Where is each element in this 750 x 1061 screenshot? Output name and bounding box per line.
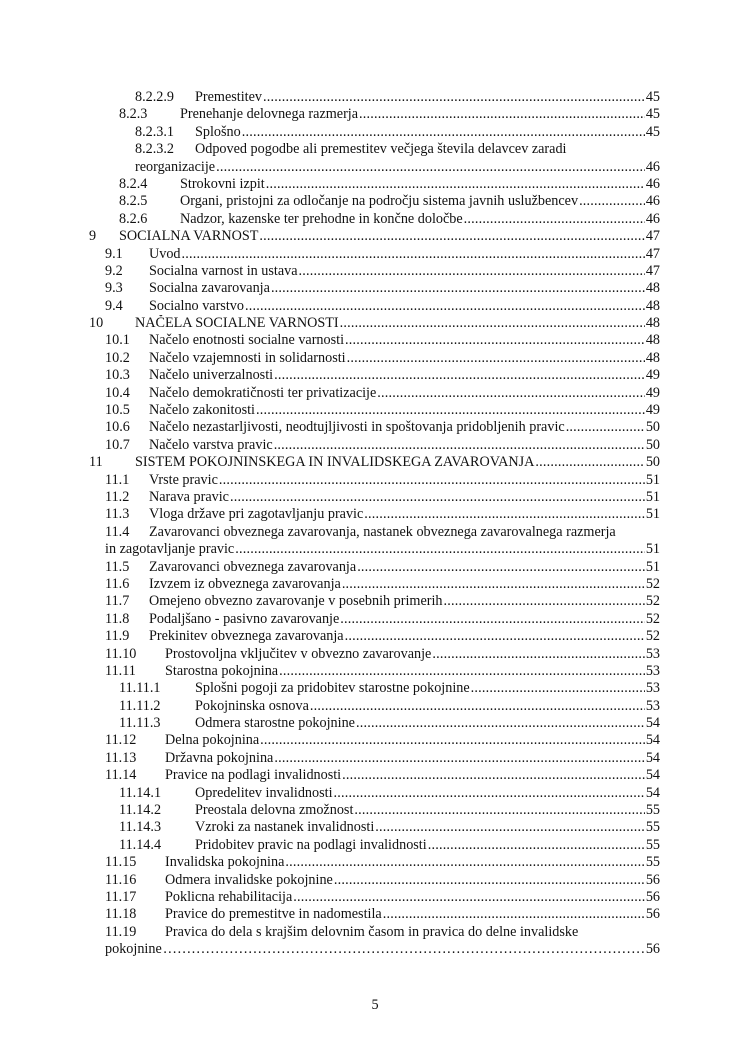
dot-leader bbox=[245, 298, 645, 315]
toc-entry-number: 11.1 bbox=[105, 471, 130, 488]
toc-entry-page[interactable]: 49 bbox=[645, 402, 660, 419]
toc-entry-number: 8.2.2.9 bbox=[135, 89, 175, 105]
toc-entry[interactable] bbox=[0, 402, 750, 419]
toc-entry[interactable] bbox=[0, 437, 750, 454]
toc-entry[interactable] bbox=[0, 246, 750, 263]
toc-entry-number: 8.2.3.2 bbox=[135, 141, 175, 158]
toc-entry-page[interactable]: 51 bbox=[645, 506, 660, 523]
dot-leader bbox=[535, 454, 644, 471]
dot-leader bbox=[235, 541, 645, 558]
toc-entry-page[interactable]: 55 bbox=[645, 854, 660, 871]
toc-entry[interactable] bbox=[0, 263, 750, 280]
toc-entry-number: 11.14 bbox=[105, 767, 137, 784]
toc-entry-page[interactable]: 56 bbox=[645, 871, 660, 888]
toc-entry-page[interactable]: 55 bbox=[645, 819, 660, 836]
toc-entry[interactable] bbox=[0, 524, 750, 541]
toc-entry[interactable] bbox=[0, 854, 750, 871]
toc-entry[interactable] bbox=[0, 506, 750, 523]
toc-entry-page[interactable]: 55 bbox=[645, 802, 660, 819]
toc-entry-page[interactable]: 54 bbox=[645, 784, 660, 801]
page-number: 5 bbox=[371, 997, 379, 1013]
toc-entry-page[interactable]: 46 bbox=[645, 158, 660, 175]
toc-entry-title[interactable]: Strokovni izpit bbox=[180, 175, 265, 192]
toc-entry-title[interactable]: Vzroki za nastanek invalidnosti bbox=[195, 819, 375, 836]
toc-entry-page[interactable]: 54 bbox=[645, 732, 660, 749]
dot-leader bbox=[347, 350, 645, 367]
toc-entry-number: 11.14.3 bbox=[119, 819, 162, 836]
toc-entry-title-continuation[interactable]: reorganizacije bbox=[135, 158, 216, 175]
toc-entry-number: 10.2 bbox=[105, 349, 130, 366]
toc-entry-continuation[interactable] bbox=[0, 541, 750, 558]
dot-leader bbox=[359, 106, 645, 123]
toc-entry-title-continuation[interactable]: in zagotavljanje pravic bbox=[105, 541, 235, 558]
toc-entry[interactable] bbox=[0, 280, 750, 297]
toc-entry-title[interactable]: Splošni pogoji za pridobitev starostne pokojnine bbox=[195, 680, 470, 697]
toc-entry-number: 11.15 bbox=[105, 854, 137, 871]
dot-leader bbox=[342, 767, 645, 784]
dot-leader bbox=[259, 228, 644, 245]
toc-entry-number: 11.14.1 bbox=[119, 784, 162, 801]
toc-entry-page[interactable]: 50 bbox=[645, 454, 660, 471]
toc-entry[interactable] bbox=[0, 350, 750, 367]
toc-entry-number: 11.8 bbox=[105, 610, 130, 627]
toc-entry-number: 11.16 bbox=[105, 871, 137, 888]
toc-entry-page[interactable]: 56 bbox=[645, 888, 660, 905]
toc-entry[interactable] bbox=[0, 472, 750, 489]
toc-entry-title[interactable]: Prostovoljna vključitev v obvezno zavarovanje bbox=[165, 645, 432, 662]
toc-entry-page[interactable]: 46 bbox=[645, 193, 660, 210]
toc-entry[interactable] bbox=[0, 837, 750, 854]
toc-entry-page[interactable]: 52 bbox=[645, 610, 660, 627]
toc-entry-number: 10.1 bbox=[105, 332, 130, 349]
dot-leader bbox=[356, 715, 645, 732]
toc-entry-title[interactable]: Delna pokojnina bbox=[165, 732, 260, 749]
toc-entry[interactable] bbox=[0, 698, 750, 715]
toc-entry-page[interactable]: 54 bbox=[645, 715, 660, 732]
dot-leader bbox=[219, 472, 645, 489]
toc-entry-title[interactable]: Poklicna rehabilitacija bbox=[165, 888, 293, 905]
toc-entry-title[interactable]: Prenehanje delovnega razmerja bbox=[180, 106, 359, 123]
toc-entry-page[interactable]: 53 bbox=[645, 662, 660, 679]
dot-leader bbox=[163, 941, 645, 958]
toc-entry-title[interactable]: Načelo demokratičnosti ter privatizacije bbox=[149, 384, 377, 401]
toc-entry-page[interactable]: 55 bbox=[645, 836, 660, 853]
toc-entry[interactable] bbox=[0, 715, 750, 732]
toc-entry-number: 11.5 bbox=[105, 558, 130, 575]
toc-entry-title[interactable]: NAČELA SOCIALNE VARNOSTI bbox=[135, 315, 339, 332]
toc-entry-page[interactable]: 56 bbox=[645, 941, 660, 958]
toc-entry[interactable] bbox=[0, 89, 750, 106]
dot-leader bbox=[342, 576, 645, 593]
toc-entry-number: 10.7 bbox=[105, 436, 130, 453]
toc-entry-title[interactable]: Organi, pristojni za odločanje na področju sistema javnih uslužbencev bbox=[180, 193, 579, 210]
toc-entry-title[interactable]: Načelo vzajemnosti in solidarnosti bbox=[149, 349, 346, 366]
toc-entry-number: 10.3 bbox=[105, 367, 130, 384]
toc-entry-number: 11.3 bbox=[105, 506, 130, 523]
toc-entry-number: 10.6 bbox=[105, 419, 130, 436]
toc-entry-page[interactable]: 53 bbox=[645, 697, 660, 714]
toc-entry[interactable] bbox=[0, 489, 750, 506]
toc-entry-title[interactable]: Pokojninska osnova bbox=[195, 697, 309, 714]
dot-leader bbox=[230, 489, 645, 506]
toc-entry-page[interactable]: 46 bbox=[645, 210, 660, 227]
toc-entry-continuation[interactable] bbox=[0, 159, 750, 176]
toc-entry[interactable] bbox=[0, 732, 750, 749]
toc-entry-title-continuation[interactable]: pokojnine bbox=[105, 941, 162, 958]
dot-leader bbox=[274, 367, 645, 384]
toc-entry-number: 11.11.3 bbox=[119, 715, 161, 732]
toc-entry[interactable] bbox=[0, 750, 750, 767]
toc-entry-number: 8.2.6 bbox=[119, 210, 148, 227]
toc-entry-title[interactable]: Podaljšano - pasivno zavarovanje bbox=[149, 610, 340, 627]
toc-entry-number: 9.1 bbox=[105, 245, 123, 262]
dot-leader bbox=[340, 611, 645, 628]
toc-entry-number: 11.11 bbox=[105, 662, 136, 679]
toc-entry-title[interactable]: Zavarovanci obveznega zavarovanja bbox=[149, 558, 357, 575]
toc-entry-number: 9.3 bbox=[105, 280, 123, 297]
toc-entry-number: 11.12 bbox=[105, 732, 137, 749]
toc-entry[interactable] bbox=[0, 228, 750, 245]
dot-leader bbox=[444, 593, 645, 610]
dot-leader bbox=[293, 889, 645, 906]
toc-entry[interactable] bbox=[0, 906, 750, 923]
toc-entry-title[interactable]: Premestitev bbox=[195, 89, 262, 105]
toc-entry-number: 8.2.3.1 bbox=[135, 123, 175, 140]
toc-entry-title[interactable]: SOCIALNA VARNOST bbox=[119, 228, 259, 245]
toc-entry[interactable] bbox=[0, 611, 750, 628]
toc-entry-title[interactable]: Omejeno obvezno zavarovanje v posebnih primerih bbox=[149, 593, 443, 610]
toc-entry[interactable] bbox=[0, 124, 750, 141]
dot-leader bbox=[471, 680, 645, 697]
toc-entry-number: 11.7 bbox=[105, 593, 130, 610]
toc-entry-page[interactable]: 54 bbox=[645, 767, 660, 784]
dot-leader bbox=[364, 506, 645, 523]
dot-leader bbox=[375, 819, 645, 836]
dot-leader bbox=[357, 559, 645, 576]
toc-entry-title[interactable]: Preostala delovna zmožnost bbox=[195, 802, 354, 819]
toc-entry-title[interactable]: Zavarovanci obveznega zavarovanja, nastanek obveznega zavarovalnega razmerja bbox=[149, 523, 616, 540]
toc-entry-number: 11.11.2 bbox=[119, 697, 161, 714]
toc-entry-number: 11.17 bbox=[105, 888, 137, 905]
toc-entry-title[interactable]: Načelo zakonitosti bbox=[149, 402, 255, 419]
toc-entry-number: 10.4 bbox=[105, 384, 130, 401]
toc-entry-page[interactable]: 47 bbox=[645, 228, 660, 245]
dot-leader bbox=[566, 419, 645, 436]
toc-entry-number: 11.14.2 bbox=[119, 802, 162, 819]
toc-entry-title[interactable]: Načelo univerzalnosti bbox=[149, 367, 274, 384]
toc-entry-page[interactable]: 47 bbox=[645, 262, 660, 279]
toc-entry-page[interactable]: 46 bbox=[645, 175, 660, 192]
toc-entry-title[interactable]: Socialna varnost in ustava bbox=[149, 262, 298, 279]
toc-entry-page[interactable]: 50 bbox=[645, 419, 660, 436]
toc-entry-number: 10.5 bbox=[105, 402, 130, 419]
toc-entry-page[interactable]: 52 bbox=[645, 575, 660, 592]
dot-leader bbox=[285, 854, 644, 871]
toc-entry-page[interactable]: 53 bbox=[645, 645, 660, 662]
toc-entry-title[interactable]: Pravice do premestitve in nadomestila bbox=[165, 906, 382, 923]
toc-entry[interactable] bbox=[0, 889, 750, 906]
toc-entry[interactable] bbox=[0, 802, 750, 819]
toc-entry-title[interactable]: Izvzem iz obveznega zavarovanja bbox=[149, 575, 341, 592]
toc-entry-page[interactable]: 47 bbox=[645, 245, 660, 262]
toc-entry-page[interactable]: 48 bbox=[645, 315, 660, 332]
toc-entry[interactable] bbox=[0, 646, 750, 663]
toc-entry-title[interactable]: Pravice na podlagi invalidnosti bbox=[165, 767, 342, 784]
toc-entry[interactable] bbox=[0, 576, 750, 593]
dot-leader bbox=[182, 246, 645, 263]
toc-entry[interactable] bbox=[0, 785, 750, 802]
toc-entry-number: 8.2.5 bbox=[119, 193, 148, 210]
toc-entry-title[interactable]: Narava pravic bbox=[149, 488, 229, 505]
toc-entry-page[interactable]: 56 bbox=[645, 906, 660, 923]
toc-entry-page[interactable]: 49 bbox=[645, 384, 660, 401]
dot-leader bbox=[377, 385, 645, 402]
toc-entry-title[interactable]: Nadzor, kazenske ter prehodne in končne določbe bbox=[180, 210, 463, 227]
toc-entry[interactable] bbox=[0, 559, 750, 576]
toc-entry-number: 8.2.3 bbox=[119, 106, 148, 123]
toc-entry[interactable] bbox=[0, 819, 750, 836]
table-of-contents bbox=[0, 89, 750, 959]
dot-leader bbox=[256, 402, 645, 419]
toc-entry-number: 11.11.1 bbox=[119, 680, 161, 697]
toc-entry-title[interactable]: Socialno varstvo bbox=[149, 297, 244, 314]
toc-entry-number: 8.2.4 bbox=[119, 175, 148, 192]
toc-entry-title[interactable]: Načelo enotnosti socialne varnosti bbox=[149, 332, 345, 349]
dot-leader bbox=[579, 193, 645, 210]
toc-entry[interactable] bbox=[0, 193, 750, 210]
toc-entry-number: 9 bbox=[89, 228, 97, 245]
toc-entry-page[interactable]: 45 bbox=[645, 89, 660, 105]
toc-entry-title[interactable]: Odmera starostne pokojnine bbox=[195, 715, 355, 732]
toc-entry-title[interactable]: SISTEM POKOJNINSKEGA IN INVALIDSKEGA ZAVAROVANJA bbox=[135, 454, 535, 471]
dot-leader bbox=[216, 159, 645, 176]
toc-entry[interactable] bbox=[0, 141, 750, 158]
toc-entry[interactable] bbox=[0, 211, 750, 228]
toc-entry-page[interactable]: 52 bbox=[645, 628, 660, 645]
toc-entry[interactable] bbox=[0, 680, 750, 697]
toc-entry-number: 11.6 bbox=[105, 575, 130, 592]
toc-entry-page[interactable]: 50 bbox=[645, 436, 660, 453]
toc-entry-number: 11.19 bbox=[105, 923, 137, 940]
toc-entry[interactable] bbox=[0, 593, 750, 610]
dot-leader bbox=[334, 872, 645, 889]
dot-leader bbox=[345, 628, 645, 645]
dot-leader bbox=[274, 750, 644, 767]
toc-entry-page[interactable]: 53 bbox=[645, 680, 660, 697]
toc-entry-number: 11.4 bbox=[105, 523, 130, 540]
toc-entry-title[interactable]: Načelo nezastarljivosti, neodtujljivosti in spoštovanja pridobljenih pravic bbox=[149, 419, 565, 436]
toc-entry-number: 11.9 bbox=[105, 628, 130, 645]
toc-entry-title[interactable]: Načelo varstva pravic bbox=[149, 436, 273, 453]
toc-entry-page[interactable]: 45 bbox=[645, 106, 660, 123]
toc-entry-continuation[interactable] bbox=[0, 941, 750, 958]
toc-entry-title[interactable]: Uvod bbox=[149, 245, 181, 262]
toc-entry[interactable] bbox=[0, 872, 750, 889]
toc-entry-number: 11.14.4 bbox=[119, 836, 162, 853]
dot-leader bbox=[310, 698, 645, 715]
toc-entry-page[interactable]: 49 bbox=[645, 367, 660, 384]
toc-entry[interactable] bbox=[0, 332, 750, 349]
toc-entry-page[interactable]: 48 bbox=[645, 297, 660, 314]
toc-entry-page[interactable]: 51 bbox=[645, 541, 660, 558]
toc-entry[interactable] bbox=[0, 419, 750, 436]
toc-entry[interactable] bbox=[0, 298, 750, 315]
dot-leader bbox=[271, 280, 645, 297]
toc-entry-number: 11.18 bbox=[105, 906, 137, 923]
toc-entry-title[interactable]: Starostna pokojnina bbox=[165, 662, 279, 679]
dot-leader bbox=[274, 437, 645, 454]
dot-leader bbox=[334, 785, 645, 802]
toc-entry[interactable] bbox=[0, 454, 750, 471]
toc-entry-title[interactable]: Odpoved pogodbe ali premestitev večjega števila delavcev zaradi bbox=[195, 141, 567, 158]
toc-entry-title[interactable]: Prekinitev obveznega zavarovanja bbox=[149, 628, 344, 645]
dot-leader bbox=[260, 732, 645, 749]
toc-entry-page[interactable]: 48 bbox=[645, 332, 660, 349]
toc-entry[interactable] bbox=[0, 628, 750, 645]
toc-entry-page[interactable]: 48 bbox=[645, 349, 660, 366]
dot-leader bbox=[432, 646, 644, 663]
toc-entry-page[interactable]: 45 bbox=[645, 123, 660, 140]
toc-entry-page[interactable]: 52 bbox=[645, 593, 660, 610]
toc-entry-number: 11.10 bbox=[105, 645, 137, 662]
dot-leader bbox=[266, 176, 645, 193]
toc-entry[interactable] bbox=[0, 106, 750, 123]
dot-leader bbox=[279, 663, 645, 680]
dot-leader bbox=[354, 802, 644, 819]
toc-entry-title[interactable]: Odmera invalidske pokojnine bbox=[165, 871, 333, 888]
toc-entry-title[interactable]: Opredelitev invalidnosti bbox=[195, 784, 333, 801]
toc-entry[interactable] bbox=[0, 176, 750, 193]
toc-entry-title[interactable]: Pravica do dela s krajšim delovnim časom in pravica do delne invalidske bbox=[165, 923, 579, 940]
toc-entry-title[interactable]: Pridobitev pravic na podlagi invalidnosti bbox=[195, 836, 427, 853]
toc-entry-number: 10 bbox=[89, 315, 104, 332]
dot-leader bbox=[464, 211, 645, 228]
toc-entry-page[interactable]: 48 bbox=[645, 280, 660, 297]
toc-entry-page[interactable]: 51 bbox=[645, 488, 660, 505]
toc-entry-title[interactable]: Vloga države pri zagotavljanju pravic bbox=[149, 506, 364, 523]
dot-leader bbox=[345, 332, 645, 349]
toc-entry[interactable] bbox=[0, 315, 750, 332]
dot-leader bbox=[263, 89, 645, 106]
toc-entry-title[interactable]: Državna pokojnina bbox=[165, 749, 274, 766]
dot-leader bbox=[428, 837, 645, 854]
dot-leader bbox=[242, 124, 645, 141]
toc-entry-page[interactable]: 54 bbox=[645, 749, 660, 766]
dot-leader bbox=[299, 263, 645, 280]
toc-entry-page[interactable]: 51 bbox=[645, 471, 660, 488]
toc-entry[interactable] bbox=[0, 767, 750, 784]
toc-entry-title[interactable]: Invalidska pokojnina bbox=[165, 854, 285, 871]
toc-entry[interactable] bbox=[0, 385, 750, 402]
toc-entry[interactable] bbox=[0, 663, 750, 680]
toc-entry-number: 11 bbox=[89, 454, 103, 471]
toc-entry-number: 11.13 bbox=[105, 749, 137, 766]
dot-leader bbox=[383, 906, 645, 923]
toc-entry[interactable] bbox=[0, 367, 750, 384]
toc-entry[interactable] bbox=[0, 924, 750, 941]
toc-entry-page[interactable]: 51 bbox=[645, 558, 660, 575]
toc-entry-number: 9.4 bbox=[105, 297, 123, 314]
toc-entry-number: 11.2 bbox=[105, 488, 130, 505]
toc-entry-title[interactable]: Socialna zavarovanja bbox=[149, 280, 270, 297]
toc-entry-title[interactable]: Splošno bbox=[195, 123, 241, 140]
toc-entry-number: 9.2 bbox=[105, 262, 123, 279]
toc-entry-title[interactable]: Vrste pravic bbox=[149, 471, 218, 488]
dot-leader bbox=[340, 315, 645, 332]
